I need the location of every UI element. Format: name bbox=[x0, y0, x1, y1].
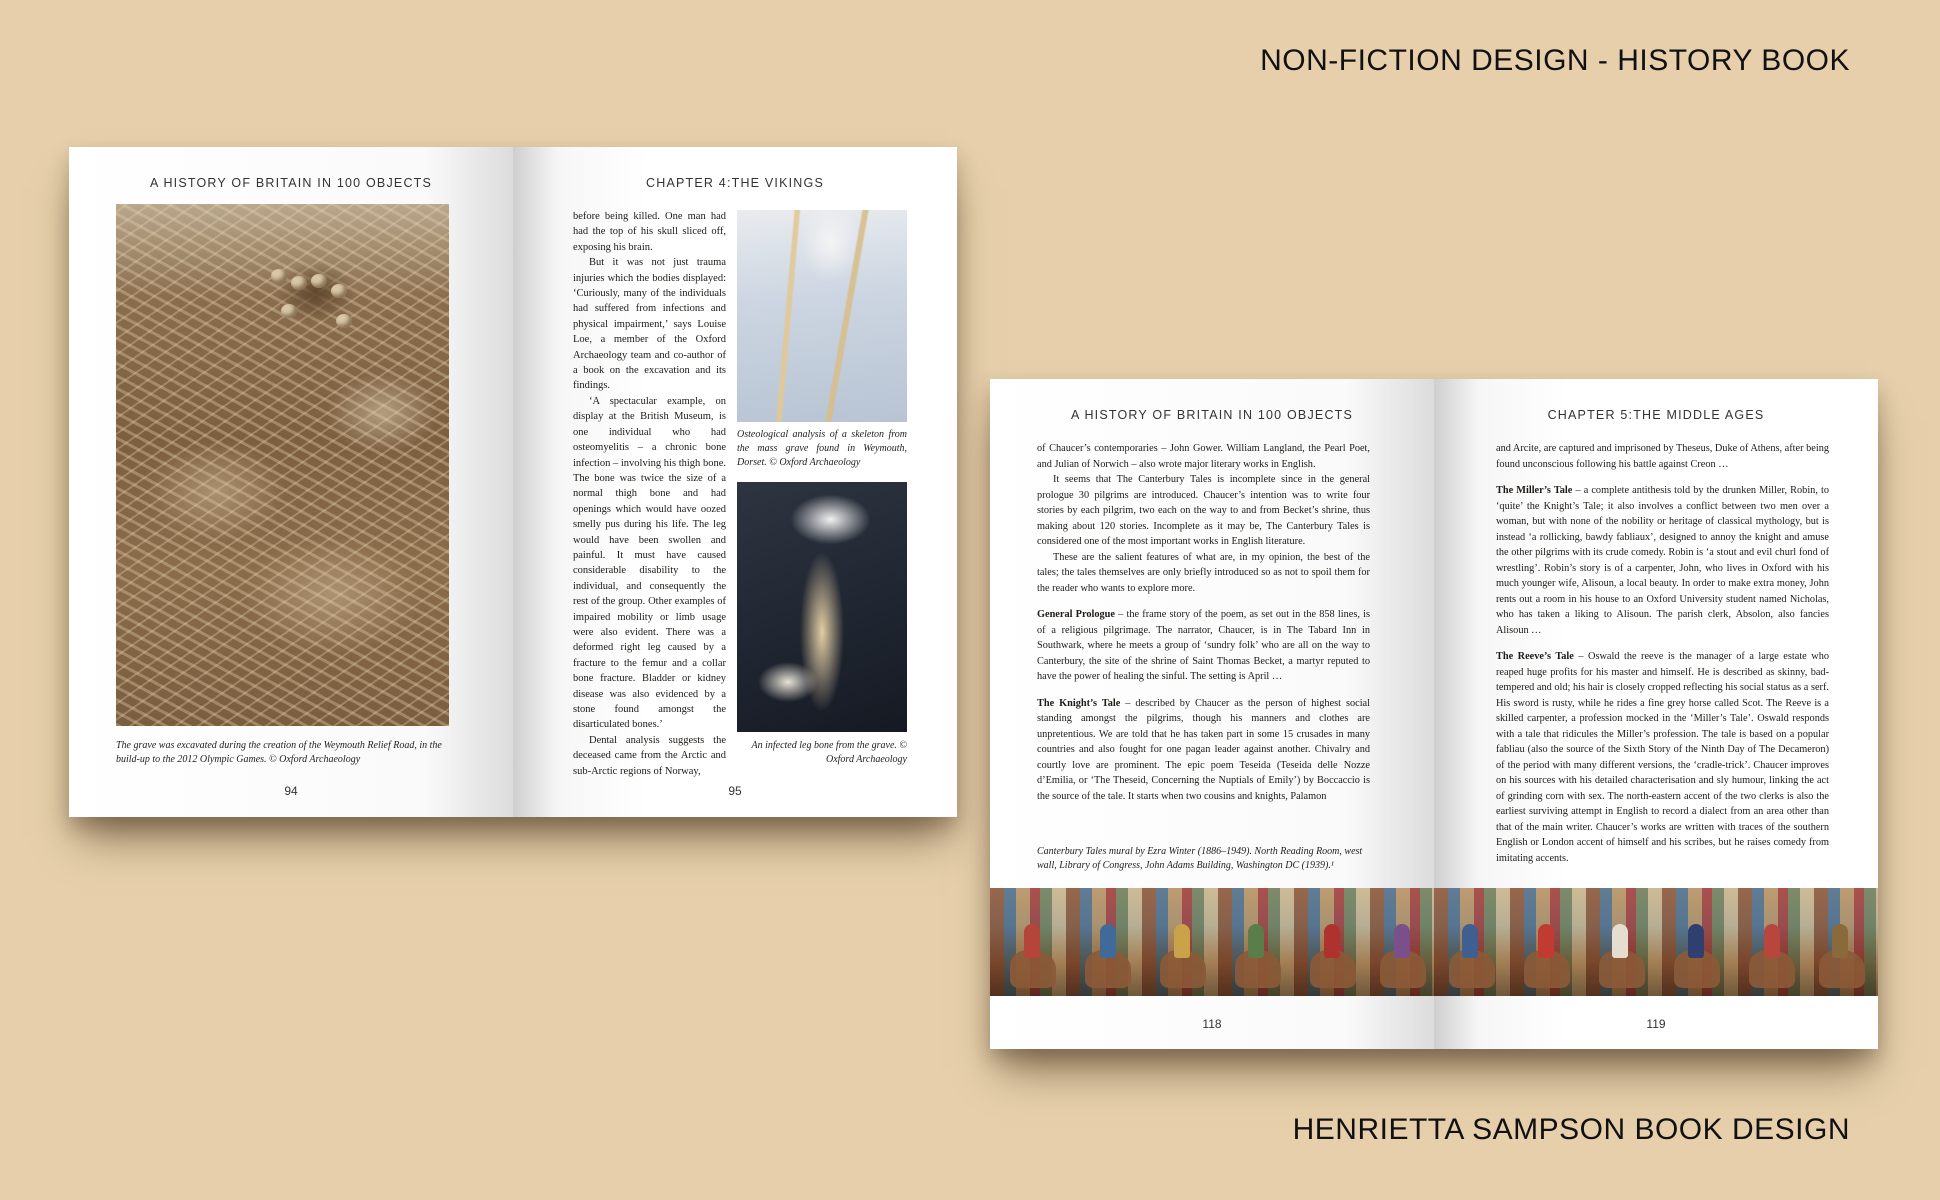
tale-heading: General Prologue bbox=[1037, 609, 1115, 620]
tale-text: – a complete antithesis told by the drunken Miller, Robin, to ‘quite’ the Knight’s Tale; it also involves a conflict between two men over a woman, but with none of the nobility or heritage of classical mythology, but is instead ‘a rollicking, bawdy fabliaux’, designed to annoy the knight and amuse the other pilgrims with its crude comedy. Robin is ‘a stout and evil churl fond of wrestling’. Robin’s story is of a carpenter, John, who lives in Oxford with his much younger wife, Alisoun, a local beauty. In order to make extra money, John rents out a room in his house to an Oxford University student named Nicholas, who has taken a liking to Alisoun. The parish clerk, Absolon, also fancies Alisoun … bbox=[1496, 485, 1830, 636]
paragraph: ‘A spectacular example, on display at the British Museum, is one individual who had osteomyelitis – a chronic bone infection – involving his thigh bone. The bone was twice the size of a normal thigh bone and had openings which would have oozed smelly pus during his life. The leg would have been swollen and painful. It must have caused considerable disability to the individual, and consequently the rest of the group. Other examples of impaired mobility or limb usage were also evident. There was a deformed right leg caused by a fracture to the femur and a collar bone fracture. Bladder or kidney disease was also evidenced by a stone found amongst the disarticulated bones.’ bbox=[573, 395, 726, 731]
paragraph: These are the salient features of what are, in my opinion, the best of the tales; the tales themselves are only briefly introduced so as not to spoil them for the reader who wants to explore more. bbox=[1037, 551, 1370, 594]
running-head: A HISTORY OF BRITAIN IN 100 OBJECTS bbox=[149, 176, 433, 190]
page-number: 119 bbox=[1646, 1017, 1666, 1031]
body-text bbox=[1037, 441, 1370, 804]
body-text bbox=[573, 209, 726, 779]
page-number: 95 bbox=[728, 784, 742, 798]
paragraph: before being killed. One man had had the top of his skull sliced off, exposing his brain. bbox=[573, 211, 726, 253]
book-spread-middle-ages bbox=[990, 379, 1878, 1049]
canterbury-mural-left bbox=[990, 888, 1434, 996]
paragraph: But it was not just trauma injuries which the bodies displayed: ‘Curiously, many of the individuals had suffered from infections and physical impairment,’ says Louise Loe, a member of the Oxford Archaeology team and co-author of a book on the excavation and its findings. bbox=[573, 257, 726, 392]
photo-caption: An infected leg bone from the grave. © Oxford Archaeology bbox=[751, 740, 907, 765]
tale-text: – described by Chaucer as the person of highest social standing amongst the pilgrims, though his manners and clothes are unpretentious. We are told that he has taken part in some 15 crusades in many countries and also fought for one pagan leader against another. Chivalry and courtly love are prominent. The epic poem Teseida (Teseida delle Nozze d’Emilia, or ‘The Theseid, Concerning the Nuptials of Emily’) by Boccaccio is the source of the tale. It starts when two cousins and knights, Palamon bbox=[1037, 697, 1370, 802]
body-text bbox=[1496, 441, 1829, 866]
photo-caption: Osteological analysis of a skeleton from the mass grave found in Weymouth, Dorset. © Oxford Archaeology bbox=[737, 429, 907, 468]
page-94 bbox=[69, 147, 513, 817]
canterbury-mural-right bbox=[1434, 888, 1878, 996]
tale-heading: The Miller’s Tale bbox=[1496, 485, 1573, 496]
tale-text: – Oswald the reeve is the manager of a large estate who reaped huge profits for his master and himself. He is described as skinny, bad-tempered and old; his hair is closely cropped reflecting his social status as a serf. His sword is rusty, while he rides a fine grey horse called Scot. The Reeve is a skilled carpenter, a profession mocked in the ‘Miller’s Tale’. Oswald responds with a tale that ridicules the Miller’s profession. The tale is based on a popular fabliau (also the source of the Sixth Story of the Ninth Day of The Decameron) of the period with many different versions, the ‘cradle-trick’. Chaucer improves on his sources with his detailed characterisation and sly humour, linking the act of grinding corn with sex. The north-eastern accent of the two clerks is also the earliest surviving attempt in English to record a dialect from an area other than that of the main writer. Chaucer’s works are written with traces of the southern English or London accent of himself and his scribes, but he raises comedy from imitating accents. bbox=[1496, 651, 1829, 864]
paragraph bbox=[1037, 607, 1370, 685]
mass-grave-photo bbox=[116, 204, 449, 726]
page-119 bbox=[1434, 379, 1878, 1049]
photo-caption: The grave was excavated during the creation of the Weymouth Relief Road, in the build-up to the 2012 Olympic Games. © Oxford Archaeology bbox=[116, 740, 442, 765]
tale-text: – the frame story of the poem, as set out in the 858 lines, is of a religious pilgrimage. The narrator, Chaucer, is in The Tabard Inn in Southwark, where he meets a group of ‘sundry folk’ who are all on the way to Canterbury, the site of the shrine of Saint Thomas Becket, a martyr reputed to have the power of healing the sinful. The setting is April … bbox=[1037, 609, 1370, 682]
paragraph: Dental analysis suggests the deceased came from the Arctic and sub-Arctic regions of Norway, bbox=[573, 734, 726, 777]
page-95 bbox=[513, 147, 957, 817]
banner-designer: HENRIETTA SAMPSON BOOK DESIGN bbox=[1292, 1113, 1850, 1146]
tale-heading: The Reeve’s Tale bbox=[1496, 651, 1574, 662]
running-head: A HISTORY OF BRITAIN IN 100 OBJECTS bbox=[1070, 408, 1354, 422]
book-spread-vikings bbox=[69, 147, 957, 817]
paragraph bbox=[1496, 649, 1829, 866]
page-number: 118 bbox=[1202, 1017, 1222, 1031]
page-number: 94 bbox=[284, 784, 298, 798]
paragraph: It seems that The Canterbury Tales is incomplete since in the general prologue 30 pilgrims are introduced. Chaucer’s intention was to write four stories by each pilgrim, two each on the way to and from Becket’s shrine, thus making about 120 stories. Incomplete as it may be, The Canterbury Tales is considered one of the most important works in English literature. bbox=[1037, 474, 1370, 547]
banner-title: NON-FICTION DESIGN - HISTORY BOOK bbox=[1260, 44, 1850, 77]
running-head: CHAPTER 4:THE VIKINGS bbox=[645, 176, 824, 190]
skeleton-analysis-photo bbox=[737, 210, 907, 422]
paragraph bbox=[1496, 483, 1829, 638]
paragraph: and Arcite, are captured and imprisoned by Theseus, Duke of Athens, after being found unconscious following his battle against Creon … bbox=[1496, 443, 1829, 470]
page-118 bbox=[990, 379, 1434, 1049]
running-head: CHAPTER 5:THE MIDDLE AGES bbox=[1547, 408, 1765, 422]
paragraph: of Chaucer’s contemporaries – John Gower. William Langland, the Pearl Poet, and Julian of Norwich – also wrote major literary works in English. bbox=[1037, 443, 1370, 470]
mural-caption: Canterbury Tales mural by Ezra Winter (1886–1949). North Reading Room, west wall, Library of Congress, John Adams Building, Washington DC (1939).¹ bbox=[1037, 846, 1363, 871]
leg-bone-photo bbox=[737, 482, 907, 732]
paragraph bbox=[1037, 696, 1370, 805]
tale-heading: The Knight’s Tale bbox=[1037, 697, 1121, 709]
